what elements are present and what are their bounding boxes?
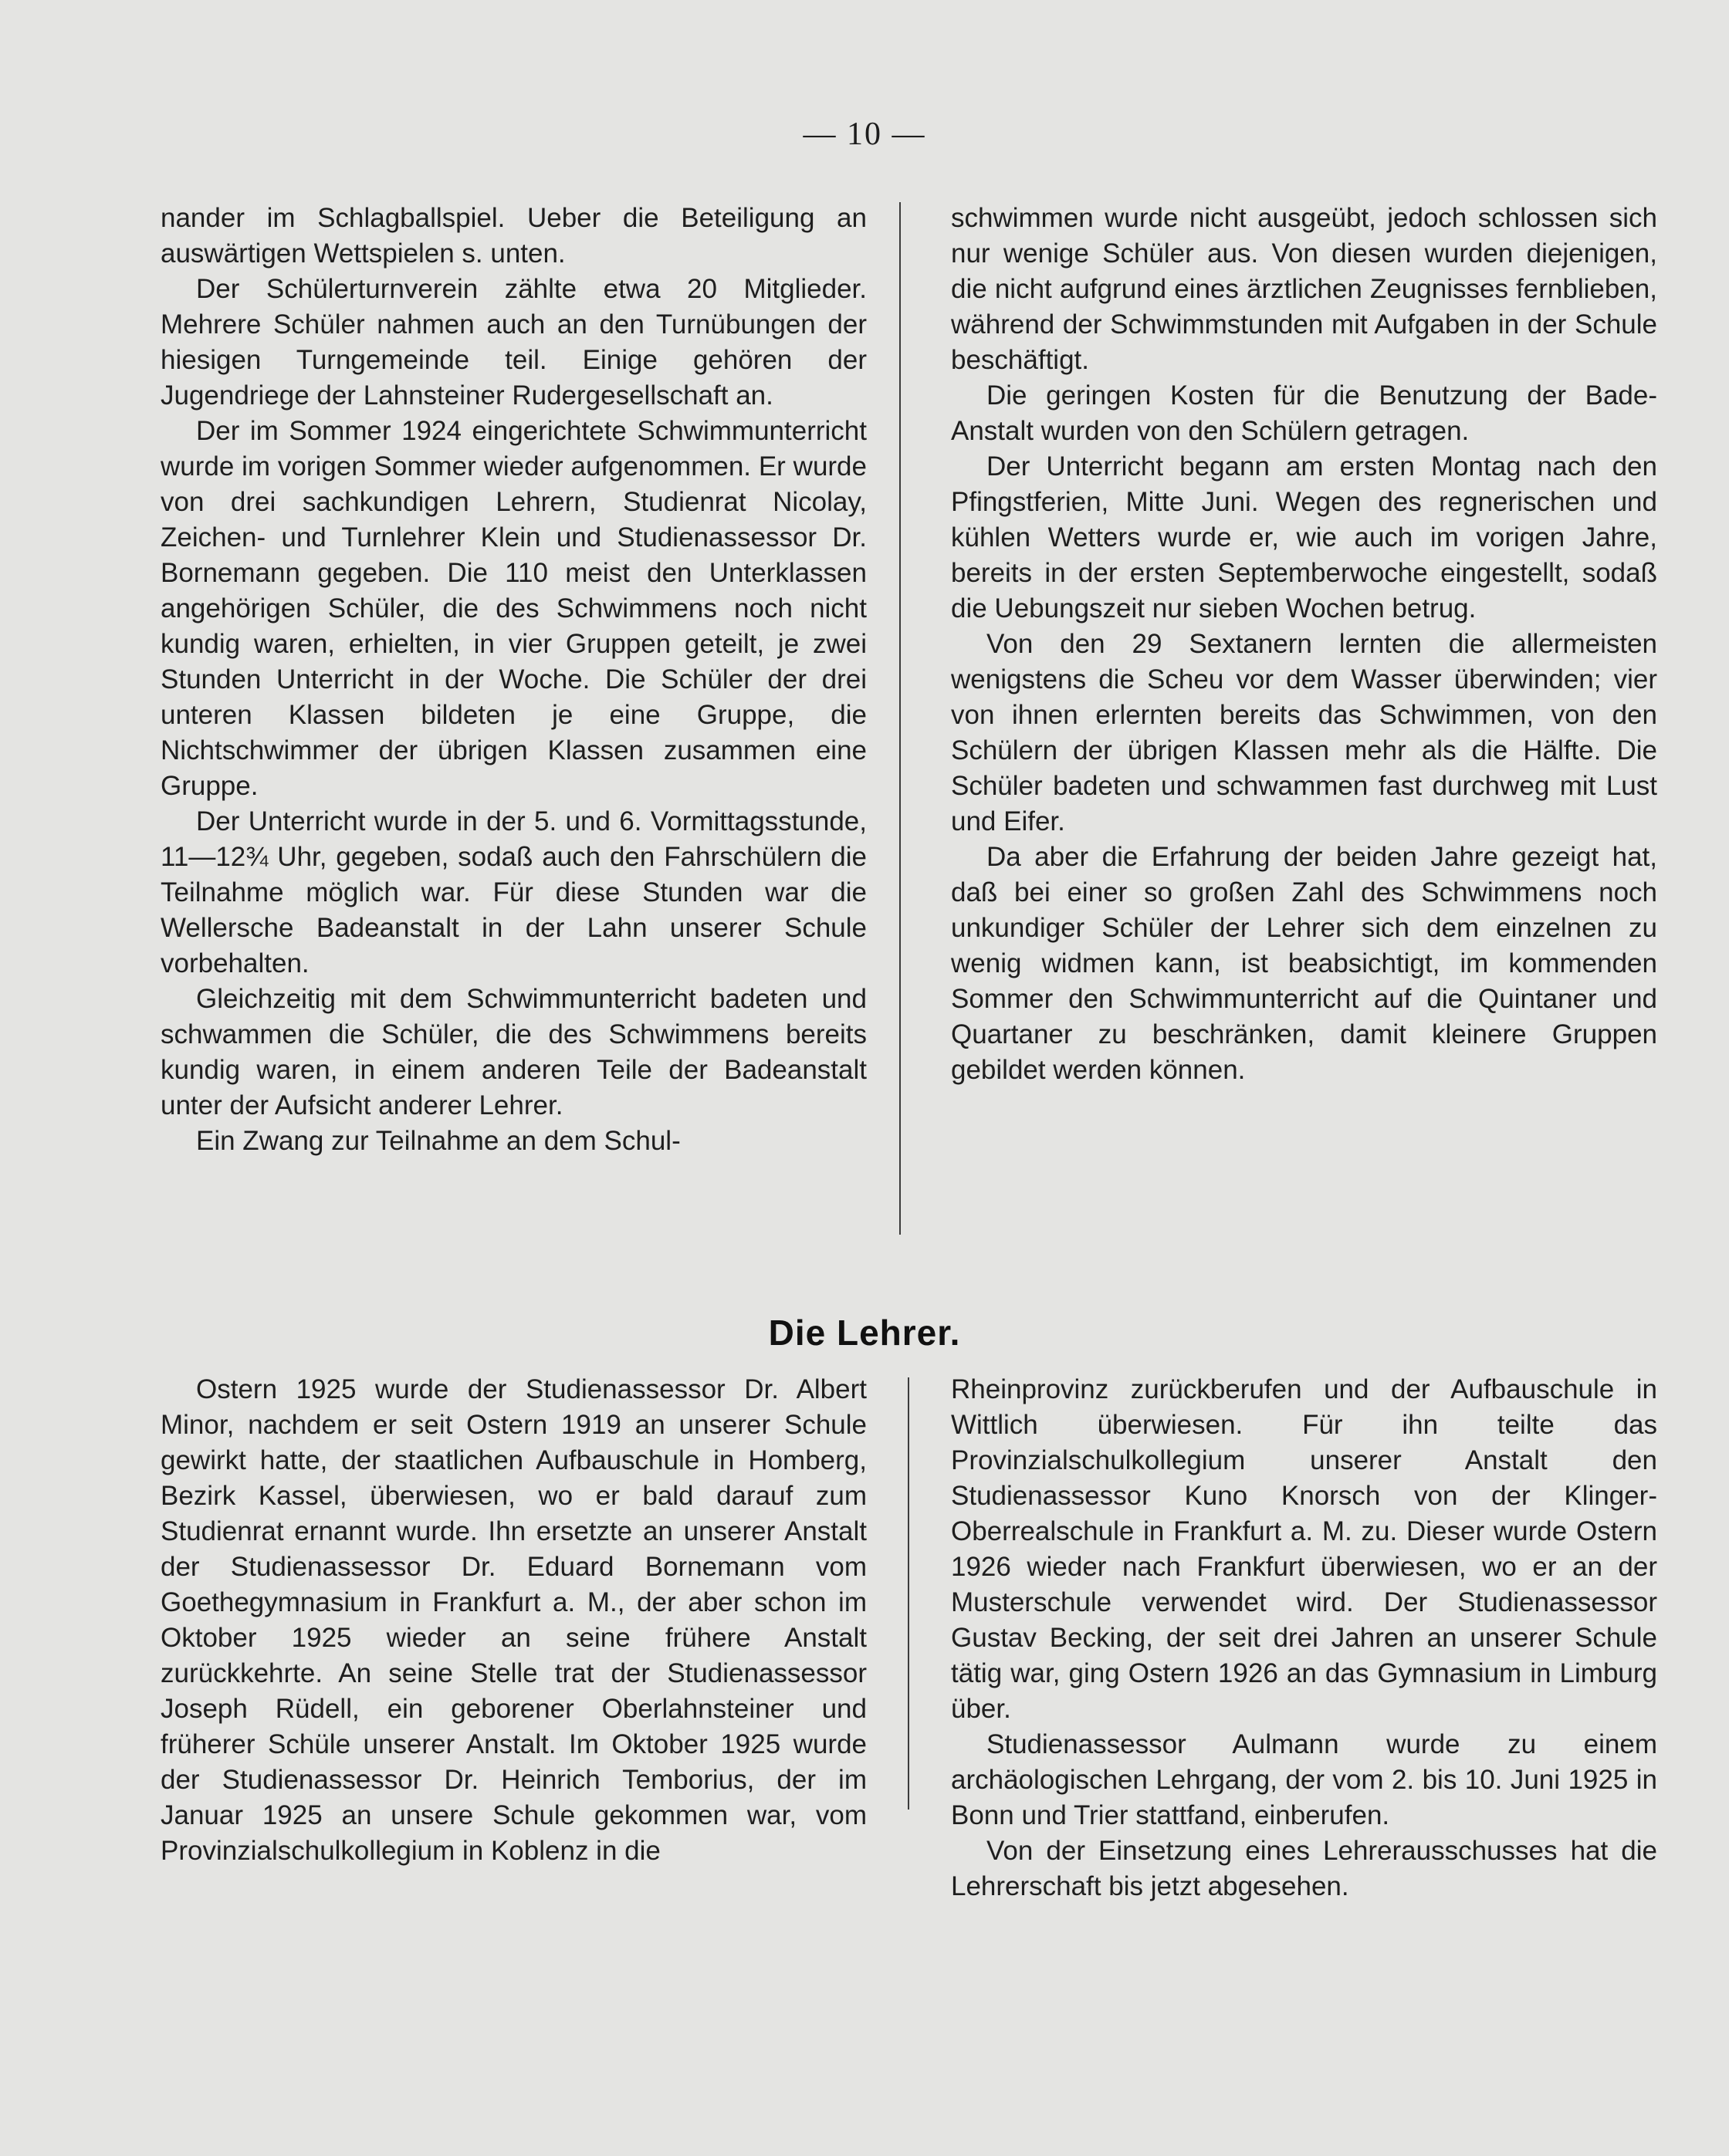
column-right-bottom: [951, 1372, 1657, 1904]
column-right-top: [951, 201, 1657, 1088]
page-number: — 10 —: [803, 117, 926, 152]
paragraph: Der Unterricht begann am ersten Montag nach den Pfingstferien, Mitte Juni. Wegen des regnerischen und kühlen Wetters wurde er, wie auch im vorigen Jahre, bereits in der ersten Septemberwoche eingestellt, sodaß die Uebungszeit nur sieben Wochen betrug.: [951, 451, 1657, 623]
paragraph: Rheinprovinz zurückberufen und der Aufbauschule in Wittlich überwiesen. Für ihn teilte das Provinzialschulkollegium unserer Anstalt den Studienassessor Kuno Knorsch von der Klinger-Oberrealschule in Frankfurt a. M. zu. Dieser wurde Ostern 1926 wieder nach Frankfurt überwiesen, wo er an der Musterschule verwendet wird. Der Studienassessor Gustav Becking, der seit drei Jahren an unserer Schule tätig war, ging Ostern 1926 an das Gymnasium in Limburg über.: [951, 1374, 1657, 1724]
paragraph: nander im Schlagballspiel. Ueber die Beteiligung an auswärtigen Wettspielen s. unten.: [161, 203, 867, 269]
section-heading: Die Lehrer.: [768, 1313, 961, 1353]
column-divider: [899, 202, 901, 1235]
paragraph: Ostern 1925 wurde der Studienassessor Dr. Albert Minor, nachdem er seit Ostern 1919 an unserer Schule gewirkt hatte, der staatlichen Aufbauschule in Homberg, Bezirk Kassel, überwiesen, wo er bald darauf zum Studienrat ernannt wurde. Ihn ersetzte an unserer Anstalt der Studienassessor Dr. Eduard Bornemann vom Goethegymnasium in Frankfurt a. M., der aber schon im Oktober 1925 wieder an seine frühere Anstalt zurückkehrte. An seine Stelle trat der Studienassessor Joseph Rüdell, ein geborener Oberlahnsteiner und früherer Schüle unserer Anstalt. Im Oktober 1925 wurde der Studienassessor Dr. Heinrich Temborius, der im Januar 1925 an unsere Schule gekommen war, vom Provinzialschulkollegium in Koblenz in die: [161, 1374, 867, 1866]
paragraph: schwimmen wurde nicht ausgeübt, jedoch schlossen sich nur wenige Schüler aus. Von diesen wurden diejenigen, die nicht aufgrund eines ärztlichen Zeugnisses fernblieben, während der Schwimmstunden mit Aufgaben in der Schule beschäftigt.: [951, 203, 1657, 375]
paragraph: Studienassessor Aulmann wurde zu einem archäologischen Lehrgang, der vom 2. bis 10. Juni 1925 in Bonn und Trier stattfand, einberufen.: [951, 1729, 1657, 1830]
column-divider: [908, 1377, 909, 1810]
paragraph: Der im Sommer 1924 eingerichtete Schwimmunterricht wurde im vorigen Sommer wieder aufgenommen. Er wurde von drei sachkundigen Lehrern, Studienrat Nicolay, Zeichen- und Turnlehrer Klein und Studienassessor Dr. Bornemann gegeben. Die 110 meist den Unterklassen angehörigen Schüler, die des Schwimmens noch nicht kundig waren, erhielten, in vier Gruppen geteilt, je zwei Stunden Unterricht in der Woche. Die Schüler der drei unteren Klassen bildeten je eine Gruppe, die Nichtschwimmer der übrigen Klassen zusammen eine Gruppe.: [161, 416, 867, 801]
paragraph: Die geringen Kosten für die Benutzung der Bade-Anstalt wurden von den Schülern getragen.: [951, 380, 1657, 446]
paragraph: Von den 29 Sextanern lernten die allermeisten wenigstens die Scheu vor dem Wasser überwinden; vier von ihnen erlernten bereits das Schwimmen, von den Schülern der übrigen Klassen mehr als die Hälfte. Die Schüler badeten und schwammen fast durchweg mit Lust und Eifer.: [951, 629, 1657, 836]
paragraph: Der Unterricht wurde in der 5. und 6. Vormittagsstunde, 11—12¾ Uhr, gegeben, sodaß auch den Fahrschülern die Teilnahme möglich war. Für diese Stunden war die Wellersche Badeanstalt in der Lahn unserer Schule vorbehalten.: [161, 806, 867, 978]
paragraph: Gleichzeitig mit dem Schwimmunterricht badeten und schwammen die Schüler, die des Schwimmens bereits kundig waren, in einem anderen Teile der Badeanstalt unter der Aufsicht anderer Lehrer.: [161, 984, 867, 1120]
paragraph: Da aber die Erfahrung der beiden Jahre gezeigt hat, daß bei einer so großen Zahl des Schwimmens noch unkundiger Schüler der Lehrer sich dem einzelnen zu wenig widmen kann, ist beabsichtigt, im kommenden Sommer den Schwimmunterricht auf die Quintaner und Quartaner zu beschränken, damit kleinere Gruppen gebildet werden können.: [951, 842, 1657, 1085]
column-left-top: [161, 201, 867, 1159]
paragraph: Der Schülerturnverein zählte etwa 20 Mitglieder. Mehrere Schüler nahmen auch an den Turnübungen der hiesigen Turngemeinde teil. Einige gehören der Jugendriege der Lahnsteiner Rudergesellschaft an.: [161, 274, 867, 411]
paragraph: Ein Zwang zur Teilnahme an dem Schul-: [196, 1126, 681, 1156]
paragraph: Von der Einsetzung eines Lehrerausschusses hat die Lehrerschaft bis jetzt abgesehen.: [951, 1836, 1657, 1901]
column-left-bottom: [161, 1372, 867, 1869]
